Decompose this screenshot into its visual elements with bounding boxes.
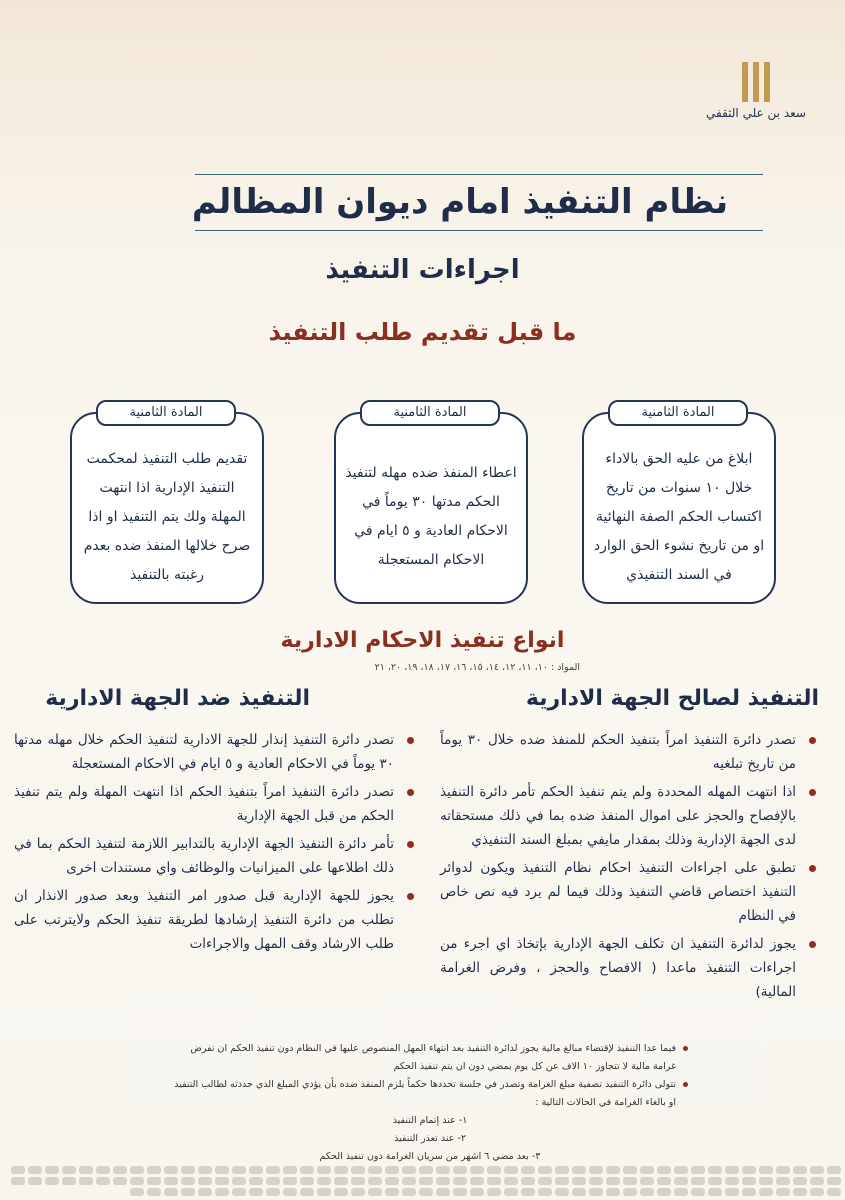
pattern-tile	[266, 1188, 280, 1196]
pattern-tile	[402, 1177, 416, 1185]
pattern-tile	[113, 1166, 127, 1174]
pattern-tile	[198, 1166, 212, 1174]
pattern-tile	[589, 1188, 603, 1196]
pattern-tile	[164, 1188, 178, 1196]
pattern-tile	[266, 1177, 280, 1185]
pattern-tile	[521, 1188, 535, 1196]
pattern-tile	[810, 1177, 824, 1185]
decorative-pattern	[0, 1162, 845, 1200]
pattern-tile	[419, 1166, 433, 1174]
pattern-tile	[793, 1166, 807, 1174]
left-column	[14, 728, 416, 960]
pattern-tile	[419, 1188, 433, 1196]
pattern-tile	[776, 1188, 790, 1196]
pattern-tile	[453, 1188, 467, 1196]
card-notification	[582, 405, 776, 604]
pattern-tile	[147, 1177, 161, 1185]
pattern-tile	[334, 1166, 348, 1174]
brand-name: سعد بن علي الثقفي	[706, 106, 806, 120]
pattern-tile	[334, 1188, 348, 1196]
pattern-tile	[521, 1177, 535, 1185]
pattern-tile	[249, 1177, 263, 1185]
pattern-tile	[827, 1188, 841, 1196]
pattern-tile	[300, 1177, 314, 1185]
logo-mark-icon	[696, 62, 816, 102]
pattern-tile	[487, 1188, 501, 1196]
pattern-tile	[164, 1177, 178, 1185]
pattern-tile	[470, 1166, 484, 1174]
pattern-tile	[691, 1188, 705, 1196]
card-tag: المادة الثامنية	[608, 400, 748, 426]
section-title: ما قبل تقديم طلب التنفيذ	[268, 318, 577, 346]
pattern-tile	[453, 1177, 467, 1185]
pattern-tile	[436, 1177, 450, 1185]
pattern-tile	[657, 1188, 671, 1196]
pattern-tile	[130, 1177, 144, 1185]
pattern-tile	[589, 1166, 603, 1174]
pattern-tile	[708, 1166, 722, 1174]
pattern-tile	[725, 1177, 739, 1185]
pattern-tile	[470, 1188, 484, 1196]
pattern-tile	[742, 1177, 756, 1185]
pattern-tile	[419, 1177, 433, 1185]
pattern-tile	[793, 1188, 807, 1196]
pattern-tile	[28, 1166, 42, 1174]
pattern-tile	[572, 1188, 586, 1196]
pattern-tile	[640, 1166, 654, 1174]
card-execution-request	[70, 405, 264, 604]
pattern-tile	[334, 1177, 348, 1185]
pattern-tile	[317, 1188, 331, 1196]
pattern-tile	[487, 1177, 501, 1185]
pattern-tile	[555, 1177, 569, 1185]
pattern-tile	[283, 1177, 297, 1185]
footnote: تتولى دائرة التنفيذ تصفية مبلغ الغرامة وتصدر في جلسة تحددها حكماً يلزم المنفذ ضده بأن يؤدي المبلغ الذي حددته لطالب التنفيذ او بالغاء الغرامة في الحالات التالية :	[170, 1076, 676, 1112]
pattern-tile	[589, 1177, 603, 1185]
pattern-tile	[181, 1188, 195, 1196]
pattern-tile	[572, 1177, 586, 1185]
card-text: ابلاغ من عليه الحق بالاداء خلال ١٠ سنوات من تاريخ اكتساب الحكم الصفة النهائية او من تاريخ نشوء الحق الوارد في السند التنفيذي	[593, 450, 765, 583]
pattern-tile	[657, 1166, 671, 1174]
pattern-tile	[725, 1188, 739, 1196]
pattern-tile	[215, 1177, 229, 1185]
pattern-tile	[725, 1166, 739, 1174]
pattern-tile	[691, 1166, 705, 1174]
pattern-tile	[147, 1188, 161, 1196]
pattern-tile	[283, 1188, 297, 1196]
list-item: تطبق على اجراءات التنفيذ احكام نظام التنفيذ ويكون لدوائر التنفيذ اختصاص قاضي التنفيذ وذلك فيما لم يرد فيه نص خاص في النظام	[440, 856, 796, 928]
pattern-tile	[691, 1177, 705, 1185]
pattern-tile	[79, 1177, 93, 1185]
pattern-tile	[504, 1188, 518, 1196]
pattern-tile	[368, 1188, 382, 1196]
list-item: تصدر دائرة التنفيذ امراً بتنفيذ الحكم اذا انتهت المهلة ولم يتم تنفيذ الحكم من قبل الجهة الإدارية	[14, 780, 394, 828]
pattern-tile	[640, 1188, 654, 1196]
pattern-tile	[368, 1177, 382, 1185]
pattern-tile	[198, 1188, 212, 1196]
pattern-tile	[62, 1177, 76, 1185]
pattern-tile	[368, 1166, 382, 1174]
pattern-tile	[300, 1188, 314, 1196]
pattern-tile	[232, 1188, 246, 1196]
pattern-tile	[249, 1166, 263, 1174]
pattern-tile	[198, 1177, 212, 1185]
pattern-tile	[742, 1188, 756, 1196]
pattern-tile	[402, 1188, 416, 1196]
pattern-tile	[351, 1166, 365, 1174]
pattern-tile	[572, 1166, 586, 1174]
pattern-tile	[555, 1188, 569, 1196]
footnote-case: ٢- عند تعذر التنفيذ	[394, 1133, 466, 1144]
title-rule-top	[195, 174, 763, 175]
pattern-tile	[164, 1166, 178, 1174]
pattern-tile	[827, 1177, 841, 1185]
pattern-tile	[776, 1166, 790, 1174]
pattern-tile	[249, 1188, 263, 1196]
pattern-tile	[436, 1188, 450, 1196]
pattern-tile	[45, 1166, 59, 1174]
list-item: يجوز للجهة الإدارية قبل صدور امر التنفيذ وبعد صدور الانذار ان تطلب من دائرة التنفيذ إرشادها لطريقة تنفيذ الحكم ولايترتب على طلب الارشاد وقف المهل والاجراءات	[14, 884, 394, 956]
pattern-tile	[606, 1177, 620, 1185]
pattern-tile	[708, 1188, 722, 1196]
pattern-tile	[504, 1166, 518, 1174]
pattern-tile	[62, 1166, 76, 1174]
pattern-tile	[436, 1166, 450, 1174]
pattern-tile	[487, 1166, 501, 1174]
list-item: تأمر دائرة التنفيذ الجهة الإدارية بالتدابير اللازمة لتنفيذ الحكم بما في ذلك اطلاعها على الميزانيات والوظائف واي مستندات اخرى	[14, 832, 394, 880]
pattern-tile	[232, 1166, 246, 1174]
pattern-tile	[759, 1188, 773, 1196]
pattern-tile	[130, 1188, 144, 1196]
pattern-tile	[147, 1166, 161, 1174]
pattern-tile	[232, 1177, 246, 1185]
pattern-tile	[130, 1166, 144, 1174]
pattern-tile	[351, 1188, 365, 1196]
list-item: يجوز لدائرة التنفيذ ان تكلف الجهة الإدارية بإتخاذ اي اجرء من اجراءات التنفيذ ماعدا ( الافصاح والحجز ، وفرض الغرامة المالية)	[440, 932, 796, 1004]
footnote: فيما عدا التنفيذ لإقتضاء مبالغ مالية يجوز لدائرة التنفيذ بعد انتهاء المهل المنصوص عليها في النظام دون تنفيذ الحكم ان تفرض غرامة مالية لا تتجاوز ١٠ الاف عن كل يوم يمضي دون ان يتم تنفيذ الحكم	[170, 1040, 676, 1076]
pattern-tile	[317, 1166, 331, 1174]
pattern-tile	[317, 1177, 331, 1185]
left-column-title: التنفيذ ضد الجهة الادارية	[45, 686, 310, 711]
pattern-tile	[215, 1166, 229, 1174]
pattern-tile	[776, 1177, 790, 1185]
pattern-tile	[45, 1177, 59, 1185]
card-tag: المادة الثامنية	[96, 400, 236, 426]
articles-list: المواد : ١٠، ١١، ١٢، ١٤، ١٥، ١٦، ١٧، ١٨، ١٩، ٢٠، ٢١	[374, 662, 580, 673]
pattern-tile	[181, 1177, 195, 1185]
pattern-tile	[708, 1177, 722, 1185]
footnote-case: ٣- بعد مضي ٦ اشهر من سريان الغرامة دون تنفيذ الحكم	[319, 1151, 541, 1162]
card-tag: المادة الثامنية	[360, 400, 500, 426]
pattern-tile	[470, 1177, 484, 1185]
pattern-tile	[810, 1188, 824, 1196]
pattern-tile	[385, 1177, 399, 1185]
pattern-tile	[96, 1166, 110, 1174]
page-title: نظام التنفيذ امام ديوان المظالم	[191, 182, 729, 222]
footnotes	[170, 1040, 690, 1166]
pattern-tile	[623, 1166, 637, 1174]
list-item: تصدر دائرة التنفيذ إنذار للجهة الادارية لتنفيذ الحكم خلال مهله مدتها ٣٠ يوماً في الاحكام العادية و ٥ ايام في الاحكام المستعجلة	[14, 728, 394, 776]
pattern-tile	[640, 1177, 654, 1185]
pattern-tile	[402, 1166, 416, 1174]
pattern-tile	[657, 1177, 671, 1185]
pattern-tile	[453, 1166, 467, 1174]
pattern-tile	[181, 1166, 195, 1174]
card-text: اعطاء المنفذ ضده مهله لتنفيذ الحكم مدتها ٣٠ يوماً في الاحكام العادية و ٥ ايام في الاحكام المستعجلة	[345, 465, 517, 568]
pattern-tile	[742, 1166, 756, 1174]
pattern-tile	[215, 1188, 229, 1196]
brand-logo	[696, 62, 816, 120]
pattern-tile	[538, 1166, 552, 1174]
pattern-tile	[759, 1166, 773, 1174]
card-text: تقديم طلب التنفيذ لمحكمت التنفيذ الإدارية اذا انتهت المهلة ولك يتم التنفيذ او اذا صرح خلالها المنفذ ضده بعدم رغبته بالتنفيذ	[83, 450, 251, 583]
right-column-title: التنفيذ لصالح الجهة الادارية	[525, 686, 819, 711]
pattern-tile	[810, 1166, 824, 1174]
pattern-tile	[266, 1166, 280, 1174]
pattern-tile	[538, 1177, 552, 1185]
pattern-tile	[521, 1166, 535, 1174]
pattern-tile	[96, 1177, 110, 1185]
pattern-tile	[538, 1188, 552, 1196]
card-grace-period	[334, 405, 528, 604]
pattern-tile	[504, 1177, 518, 1185]
pattern-tile	[606, 1166, 620, 1174]
pattern-tile	[79, 1166, 93, 1174]
pattern-tile	[555, 1166, 569, 1174]
title-rule-bottom	[195, 230, 763, 231]
list-item: تصدر دائرة التنفيذ امراً بتنفيذ الحكم للمنفذ ضده خلال ٣٠ يوماً من تاريخ تبلغيه	[440, 728, 796, 776]
pattern-tile	[793, 1177, 807, 1185]
pattern-tile	[351, 1177, 365, 1185]
footnote-case: ١- عند إتمام التنفيذ	[392, 1115, 468, 1126]
pattern-tile	[300, 1166, 314, 1174]
types-title: انواع تنفيذ الاحكام الادارية	[280, 628, 565, 653]
pattern-tile	[283, 1166, 297, 1174]
pattern-tile	[28, 1177, 42, 1185]
pattern-tile	[623, 1177, 637, 1185]
pattern-tile	[11, 1177, 25, 1185]
pattern-tile	[827, 1166, 841, 1174]
pattern-tile	[113, 1177, 127, 1185]
pattern-tile	[623, 1188, 637, 1196]
pattern-tile	[674, 1166, 688, 1174]
list-item: اذا انتهت المهله المحددة ولم يتم تنفيذ الحكم تأمر دائرة التنفيذ بالإفصاح والحجز على اموال المنفذ ضده بما في ذلك مستحقاته لدى الجهة الإدارية وذلك بمقدار مايفي بمبلغ السند التنفيذي	[440, 780, 796, 852]
pattern-tile	[385, 1188, 399, 1196]
pattern-tile	[759, 1177, 773, 1185]
pattern-tile	[674, 1177, 688, 1185]
pattern-tile	[606, 1188, 620, 1196]
pattern-tile	[674, 1188, 688, 1196]
pattern-tile	[11, 1166, 25, 1174]
page-subtitle: اجراءات التنفيذ	[325, 255, 520, 285]
right-column	[440, 728, 818, 1008]
pattern-tile	[385, 1166, 399, 1174]
